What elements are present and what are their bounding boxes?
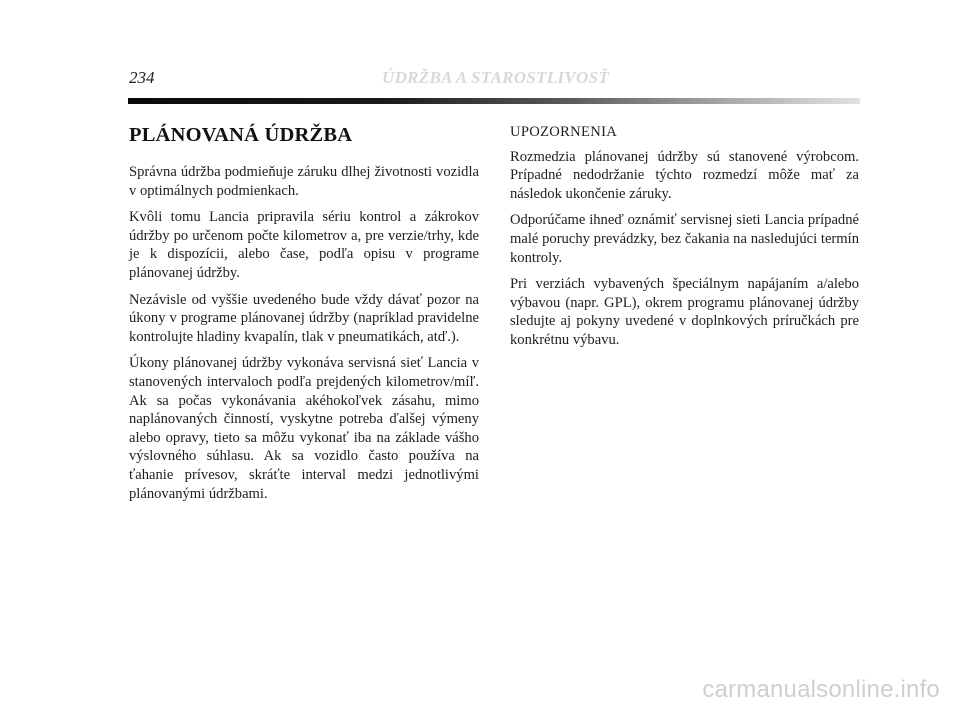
warnings-heading: UPOZORNENIA	[510, 124, 618, 140]
right-column	[510, 123, 859, 358]
left-column	[129, 123, 479, 511]
warning-paragraph: Rozmedzia plánovanej údržby sú stanovené výrobcom. Prípadné nedodržanie týchto rozmedzí môže mať za následok ukončenie záruky.	[510, 148, 859, 202]
running-header-title: ÚDRŽBA A STAROSTLIVOSŤ	[382, 68, 610, 87]
header-rule	[128, 98, 860, 104]
page-number: 234	[129, 68, 155, 87]
warning-paragraph: Pri verziách vybavených špeciálnym napájaním a/alebo výbavou (napr. GPL), okrem programu plánovanej údržby sledujte aj pokyny uvedené v doplnkových príručkách pre konkrétnu výbavu.	[510, 276, 859, 348]
body-paragraph: Nezávisle od vyššie uvedeného bude vždy dávať pozor na úkony v programe plánovanej údržby (napríklad pravidelne kontrolujte hladiny kvapalín, tlak v pneumatikách, atď.).	[129, 291, 479, 345]
body-paragraph: Kvôli tomu Lancia pripravila sériu kontrol a zákrokov údržby po určenom počte kilometrov a, pre verzie/trhy, kde je k dispozícii, alebo čase, podľa opisu v programe plánovanej údržby.	[129, 209, 479, 281]
watermark-text: carmanualsonline.info	[702, 676, 940, 703]
section-title: PLÁNOVANÁ ÚDRŽBA	[129, 124, 353, 146]
warning-paragraph: Odporúčame ihneď oznámiť servisnej sieti Lancia prípadné malé poruchy prevádzky, bez čakania na nasledujúci termín kontroly.	[510, 212, 859, 266]
body-paragraph: Správna údržba podmieňuje záruku dlhej životnosti vozidla v optimálnych podmienkach.	[129, 164, 479, 199]
body-paragraph: Úkony plánovanej údržby vykonáva servisná sieť Lancia v stanovených intervaloch podľa prejdených kilometrov/míľ. Ak sa počas vykonávania akéhokoľvek zásahu, mimo naplánovaných činností, vyskytne potreba ďalšej výmeny alebo opravy, tieto sa môžu vykonať iba na základe vášho výslovného súhlasu. Ak sa vozidlo často používa na ťahanie prívesov, skráťte interval medzi jednotlivými plánovanými údržbami.	[129, 355, 479, 502]
